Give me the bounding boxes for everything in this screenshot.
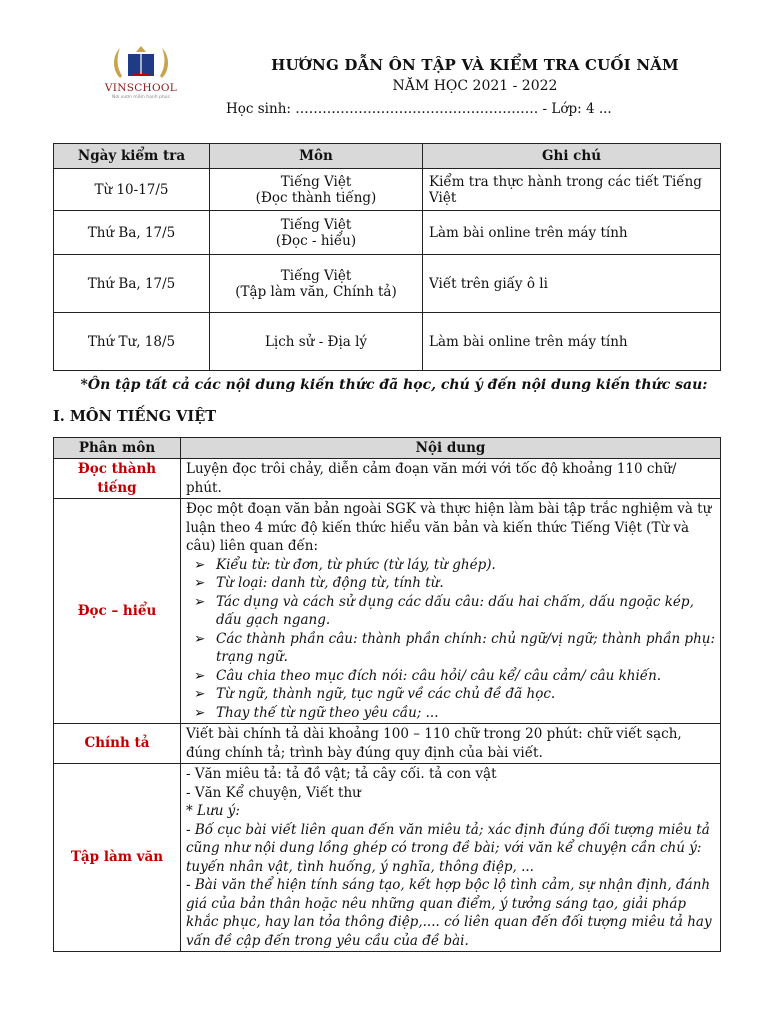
column-header: Phân môn	[54, 438, 181, 459]
content-line: - Bài văn thể hiện tính sáng tạo, kết hợp bộc lộ tình cảm, sự nhận định, đánh giá của bản thân hoặc nêu những quan điểm, ý tưởng sáng tạo, giải pháp khắc phục, hay lan tỏa thông điệp,.... có liên quan đến đối tượng miêu tả hay vấn đề cập đến trong yêu cầu của đề bài.	[186, 877, 712, 949]
page-title: HƯỚNG DẪN ÔN TẬP VÀ KIỂM TRA CUỐI NĂM	[271, 56, 679, 74]
logo-tagline: Nơi vươn mầm hạnh phúc	[111, 95, 171, 100]
list-item	[194, 667, 715, 686]
table-header-row	[54, 144, 721, 169]
note-cell: Làm bài online trên máy tính	[423, 211, 721, 255]
arrow-bullet-icon: ➢	[194, 556, 206, 573]
subject-cell	[210, 211, 423, 255]
content-cell	[181, 764, 721, 952]
logo-brand-text: VINSCHOOL	[104, 82, 178, 94]
section-title: I. MÔN TIẾNG VIỆT	[53, 408, 217, 425]
list-item-text: Từ ngữ, thành ngữ, tục ngữ về các chủ đề đã học.	[216, 686, 556, 702]
column-header: Ghi chú	[423, 144, 721, 169]
date-cell: Từ 10-17/5	[54, 169, 210, 211]
list-item-text: Các thành phần câu: thành phần chính: chủ ngữ/vị ngữ; thành phần phụ: trạng ngữ.	[216, 630, 716, 665]
arrow-bullet-icon: ➢	[194, 575, 206, 591]
arrow-bullet-icon: ➢	[194, 667, 206, 684]
subject-detail: (Đọc - hiểu)	[275, 232, 357, 249]
date-cell: Thứ Ba, 17/5	[54, 211, 210, 255]
content-line: - Văn miêu tả: tả đồ vật; tả cây cối. tả con vật	[186, 766, 497, 782]
arrow-bullet-icon: ➢	[194, 630, 206, 647]
subject-detail: (Đọc thành tiếng)	[255, 189, 377, 206]
list-item	[194, 704, 715, 723]
content-cell	[181, 499, 721, 724]
content-line: * Lưu ý:	[186, 803, 240, 819]
list-item	[194, 593, 715, 630]
table-row	[54, 499, 721, 724]
content-cell: Luyện đọc trôi chảy, diễn cảm đoạn văn mới với tốc độ khoảng 110 chữ/ phút.	[181, 459, 721, 499]
list-item	[194, 556, 715, 575]
column-header: Ngày kiểm tra	[54, 144, 210, 169]
table-row	[54, 255, 721, 313]
note-cell: Viết trên giấy ô li	[423, 255, 721, 313]
table-row	[54, 764, 721, 952]
student-info-line: Học sinh: ……………………………………………… - Lớp: 4 ...	[226, 101, 612, 117]
note-cell: Kiểm tra thực hành trong các tiết Tiếng Việt	[423, 169, 721, 211]
list-item-text: Thay thế từ ngữ theo yêu cầu; ...	[216, 704, 439, 721]
subject-detail: (Tập làm văn, Chính tả)	[235, 283, 397, 300]
list-item	[194, 574, 715, 593]
topic-list	[186, 556, 715, 723]
content-line: - Văn Kể chuyện, Viết thư	[186, 784, 361, 801]
subject-label: Đọc – hiểu	[54, 499, 181, 724]
schedule-table	[53, 143, 721, 371]
content-cell: Viết bài chính tả dài khoảng 100 – 110 chữ trong 20 phút: chữ viết sạch, đúng chính tả; trình bày đúng quy định của bài viết.	[181, 724, 721, 764]
list-item-text: Câu chia theo mục đích nói: câu hỏi/ câu kể/ câu cảm/ câu khiến.	[216, 667, 662, 684]
date-cell: Thứ Tư, 18/5	[54, 313, 210, 371]
content-line: - Bố cục bài viết liên quan đến văn miêu tả; xác định đúng đối tượng miêu tả cũng như nội dung lồng ghép có trong đề bài; với văn kể chuyện cần chú ý: tuyến nhân vật, tình huống, ý nghĩa, thông điệp, ...	[186, 821, 710, 875]
subject-cell	[210, 255, 423, 313]
subject-name: Tiếng Việt	[280, 173, 352, 190]
content-table	[53, 437, 721, 952]
list-item	[194, 630, 716, 667]
arrow-bullet-icon: ➢	[194, 593, 206, 610]
table-header-row	[54, 438, 721, 459]
table-row	[54, 459, 721, 499]
subject-label: Đọc thành tiếng	[54, 459, 181, 499]
subject-name: Tiếng Việt	[280, 267, 352, 284]
content-intro: Đọc một đoạn văn bản ngoài SGK và thực hiện làm bài tập trắc nghiệm và tự luận theo 4 mức độ kiến thức hiểu văn bản và kiến thức Tiếng Việt (Từ và câu) liên quan đến:	[186, 501, 712, 554]
table-row	[54, 724, 721, 764]
list-item-text: Kiểu từ: từ đơn, từ phức (từ láy, từ ghép).	[216, 556, 496, 573]
table-row	[54, 313, 721, 371]
arrow-bullet-icon: ➢	[194, 686, 206, 702]
subject-cell: Lịch sử - Địa lý	[210, 313, 423, 371]
note-cell: Làm bài online trên máy tính	[423, 313, 721, 371]
school-year: NĂM HỌC 2021 - 2022	[392, 78, 558, 94]
date-cell: Thứ Ba, 17/5	[54, 255, 210, 313]
subject-name: Tiếng Việt	[280, 216, 352, 233]
table-row	[54, 211, 721, 255]
school-logo	[100, 38, 182, 104]
subject-cell	[210, 169, 423, 211]
table-row	[54, 169, 721, 211]
subject-label: Chính tả	[54, 724, 181, 764]
list-item-text: Tác dụng và cách sử dụng các dấu câu: dấu hai chấm, dấu ngoặc kép, dấu gạch ngang.	[216, 593, 694, 628]
arrow-bullet-icon: ➢	[194, 704, 206, 721]
review-note: *Ôn tập tất cả các nội dung kiến thức đã học, chú ý đến nội dung kiến thức sau:	[80, 377, 708, 393]
column-header: Môn	[210, 144, 423, 169]
column-header: Nội dung	[181, 438, 721, 459]
subject-label: Tập làm văn	[54, 764, 181, 952]
list-item-text: Từ loại: danh từ, động từ, tính từ.	[216, 575, 444, 591]
list-item	[194, 685, 715, 704]
